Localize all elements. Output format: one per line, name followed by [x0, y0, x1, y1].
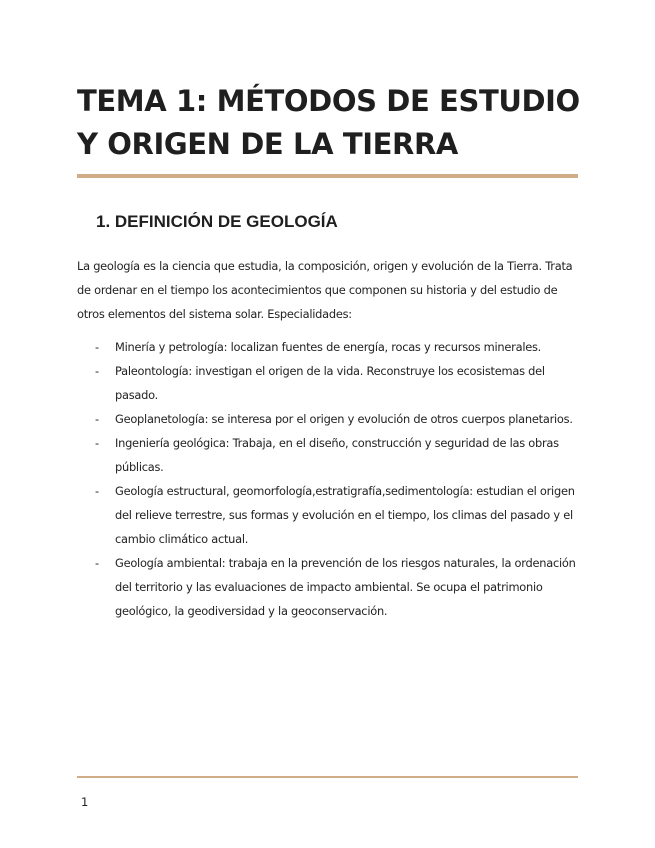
list-item-line: pasado. [115, 388, 158, 402]
bullet-dash: - [95, 436, 99, 450]
list-item [77, 551, 587, 623]
bullet-dash: - [95, 484, 99, 498]
list-item [77, 431, 587, 479]
list-item-line: del relieve terrestre, sus formas y evolución en el tiempo, los climas del pasado y el [115, 508, 573, 522]
page-title-line-1: TEMA 1: MÉTODOS DE ESTUDIO [77, 84, 580, 118]
section-heading: 1. DEFINICIÓN DE GEOLOGÍA [96, 212, 338, 231]
list-item-line: públicas. [115, 460, 164, 474]
list-item-line: Ingeniería geológica: Trabaja, en el diseño, construcción y seguridad de las obras [115, 436, 559, 450]
intro-line: otros elementos del sistema solar. Especialidades: [77, 307, 352, 321]
list-item-line: Minería y petrología: localizan fuentes de energía, rocas y recursos minerales. [115, 340, 542, 354]
bullet-dash: - [95, 556, 99, 570]
title-divider [77, 174, 578, 178]
bullet-dash: - [95, 340, 99, 354]
specialties-list [77, 335, 587, 623]
list-item [77, 359, 587, 407]
page-title [77, 80, 587, 166]
footer-divider [77, 776, 578, 778]
intro-paragraph [77, 254, 587, 326]
page-number: 1 [81, 795, 89, 809]
list-item-line: Geología ambiental: trabaja en la prevención de los riesgos naturales, la ordenación [115, 556, 576, 570]
list-item-line: Geoplanetología: se interesa por el origen y evolución de otros cuerpos planetarios. [115, 412, 573, 426]
list-item [77, 479, 587, 551]
list-item [77, 335, 587, 359]
list-item-line: geológico, la geodiversidad y la geoconservación. [115, 604, 388, 618]
page-title-line-2: Y ORIGEN DE LA TIERRA [77, 127, 458, 161]
list-item-line: Paleontología: investigan el origen de la vida. Reconstruye los ecosistemas del [115, 364, 545, 378]
intro-line: La geología es la ciencia que estudia, la composición, origen y evolución de la Tierra. Trata [77, 259, 573, 273]
list-item-line: cambio climático actual. [115, 532, 249, 546]
list-item [77, 407, 587, 431]
bullet-dash: - [95, 412, 99, 426]
list-item-line: del territorio y las evaluaciones de impacto ambiental. Se ocupa el patrimonio [115, 580, 543, 594]
list-item-line: Geología estructural, geomorfología,estratigrafía,sedimentología: estudian el origen [115, 484, 575, 498]
intro-line: de ordenar en el tiempo los acontecimientos que componen su historia y del estudio de [77, 283, 558, 297]
bullet-dash: - [95, 364, 99, 378]
